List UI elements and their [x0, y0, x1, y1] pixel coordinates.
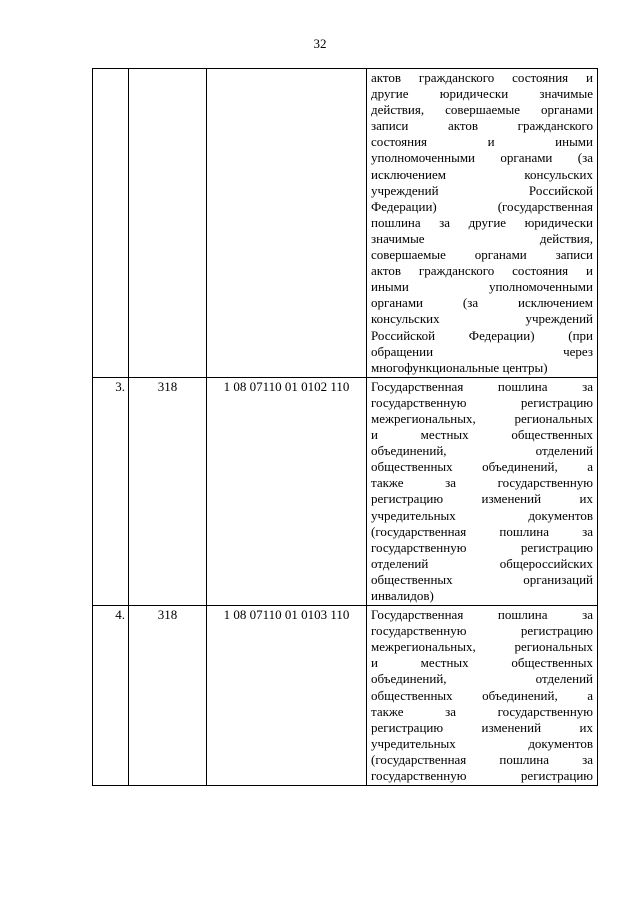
description-line: (государственная пошлина за — [371, 751, 593, 767]
description-line: Государственная пошлина за — [371, 607, 593, 623]
description-cell — [367, 69, 598, 378]
description-line: отделений общероссийских — [371, 555, 593, 571]
budget-code-cell: 1 08 07110 01 0103 110 — [207, 606, 367, 786]
table-row — [93, 69, 598, 378]
description-line: пошлина за другие юридически — [371, 214, 593, 230]
description-line: органами (за исключением — [371, 295, 593, 311]
table-row — [93, 377, 598, 605]
description-line: актов гражданского состояния и — [371, 263, 593, 279]
description-line: регистрацию изменений их — [371, 719, 593, 735]
row-number-cell: 3. — [93, 377, 129, 605]
description-line: состояния и иными — [371, 134, 593, 150]
description-line: учреждений Российской — [371, 182, 593, 198]
budget-code-cell: 1 08 07110 01 0102 110 — [207, 377, 367, 605]
description-line: совершаемые органами записи — [371, 247, 593, 263]
description-cell — [367, 377, 598, 605]
description-line: регистрацию изменений их — [371, 491, 593, 507]
description-line: (государственная пошлина за — [371, 523, 593, 539]
description-line: Федерации) (государственная — [371, 198, 593, 214]
description-line: государственную регистрацию — [371, 623, 593, 639]
description-line: Государственная пошлина за — [371, 378, 593, 394]
description-line: учредительных документов — [371, 507, 593, 523]
description-line: государственную регистрацию — [371, 394, 593, 410]
description-line: общественных объединений, а — [371, 687, 593, 703]
description-line: актов гражданского состояния и — [371, 70, 593, 85]
admin-code-cell: 318 — [129, 606, 207, 786]
description-line: и местных общественных — [371, 655, 593, 671]
row-number-cell — [93, 69, 129, 378]
admin-code-cell: 318 — [129, 377, 207, 605]
description-line: значимые действия, — [371, 230, 593, 246]
description-line: консульских учреждений — [371, 311, 593, 327]
description-line: государственную регистрацию — [371, 768, 593, 784]
page-number: 32 — [313, 36, 327, 51]
description-line: записи актов гражданского — [371, 118, 593, 134]
description-line: другие юридически значимые — [371, 86, 593, 102]
description-line: объединений, отделений — [371, 671, 593, 687]
description-line: общественных объединений, а — [371, 459, 593, 475]
description-line: уполномоченными органами (за — [371, 150, 593, 166]
description-line: исключением консульских — [371, 166, 593, 182]
description-cell — [367, 606, 598, 786]
description-line: также за государственную — [371, 475, 593, 491]
description-line: межрегиональных, региональных — [371, 410, 593, 426]
description-line: обращении через — [371, 343, 593, 359]
description-line: действия, совершаемые органами — [371, 102, 593, 118]
table-row — [93, 606, 598, 786]
description-line: инвалидов) — [371, 588, 434, 603]
fee-table — [92, 68, 598, 786]
description-line: объединений, отделений — [371, 443, 593, 459]
budget-code-cell — [207, 69, 367, 378]
row-number-cell: 4. — [93, 606, 129, 786]
description-line: государственную регистрацию — [371, 539, 593, 555]
description-line: общественных организаций — [371, 571, 593, 587]
description-line: учредительных документов — [371, 735, 593, 751]
description-line: многофункциональные центры) — [371, 359, 548, 375]
description-line: и местных общественных — [371, 427, 593, 443]
description-line: также за государственную — [371, 703, 593, 719]
description-line: иными уполномоченными — [371, 279, 593, 295]
description-line: Российской Федерации) (при — [371, 327, 593, 343]
admin-code-cell — [129, 69, 207, 378]
description-line: межрегиональных, региональных — [371, 639, 593, 655]
